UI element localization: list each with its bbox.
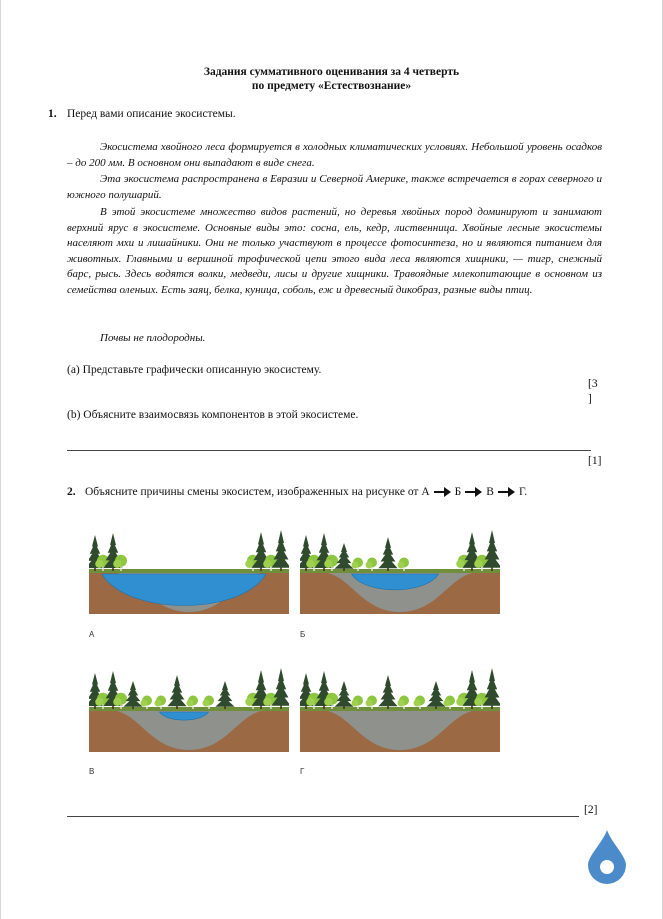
question-2-number: 2.	[67, 486, 76, 498]
arrow-right-icon	[434, 487, 451, 497]
tree-crown	[113, 698, 121, 706]
mark-1a-open: [3	[588, 378, 598, 390]
tree-crown	[398, 700, 405, 707]
ecosystem-panel-a	[89, 510, 289, 614]
tree-crown	[352, 562, 359, 569]
deciduous-tree	[444, 696, 456, 710]
grass-strip	[300, 569, 500, 573]
ecosystem-paragraph-2: Эта экосистема распространена в Евразии и Северной Америке, также встречается в горах северного и южного полушарий.	[67, 173, 602, 201]
pine-layer	[378, 695, 397, 706]
tree-crown	[95, 560, 103, 568]
pine-tree	[482, 668, 500, 709]
ecosystem-scene	[300, 648, 500, 752]
grass-strip	[89, 707, 289, 711]
answer-line-1b[interactable]	[67, 450, 591, 451]
question-2-prompt	[85, 486, 527, 498]
ecosystem-scene	[300, 510, 500, 614]
ecosystem-paragraph-1: Экосистема хвойного леса формируется в холодных климатических условиях. Небольшой уровень осадков – до 200 мм. В основном они выпадают в виде снега.	[67, 141, 602, 169]
pine-tree	[334, 543, 353, 571]
tree-crown	[95, 698, 103, 706]
deciduous-tree	[141, 696, 153, 710]
tree-crown	[155, 700, 162, 707]
question-1-number: 1.	[48, 108, 57, 120]
question-2-text: Объясните причины смены экосистем, изображенных на рисунке от	[85, 486, 419, 498]
page-title: Задания суммативного оценивания за 4 четверть	[203, 66, 460, 78]
pine-tree	[271, 530, 289, 571]
tree-crown	[113, 560, 121, 568]
water-drop-icon	[586, 828, 628, 884]
tree-crown	[366, 700, 373, 707]
mark-2: [2]	[584, 804, 598, 816]
question-1-prompt: Перед вами описание экосистемы.	[67, 108, 236, 120]
deciduous-tree	[352, 696, 364, 710]
pine-tree	[215, 681, 234, 709]
tree-crown	[324, 698, 332, 706]
tree-crown	[444, 700, 451, 707]
sequence-a: А	[421, 486, 430, 498]
grass-strip	[89, 569, 289, 573]
tree-crown	[187, 700, 194, 707]
arrow-right-icon	[498, 487, 515, 497]
pine-tree	[271, 668, 289, 709]
tree-crown	[366, 562, 373, 569]
ecosystem-panel-g	[300, 648, 500, 752]
ecosystem-paragraph-3: В этой экосистеме множество видов растений, но деревья хвойных пород доминируют и занимают верхний ярус в экосистеме. Основные виды это: сосна, ель, кедр, лиственница. Хвойные лесные экосистемы населяют мхи и лишайники. Они не только участвуют в процессе фотосинтеза, но и являются питанием для животных. Главными и вершиной трофической цепи этого вида леса являются хищники, — тигр, снежный барс, рысь. Здесь водятся волки, медведи, лисы и другие хищники. Травоядные млекопитающие в основном из семейства оленьих. Есть заяц, белка, куница, соболь, еж и древесный дикобраз, разные виды птиц.	[67, 206, 602, 296]
tree-crown	[324, 560, 332, 568]
pine-tree	[167, 675, 186, 709]
answer-line-2[interactable]	[67, 816, 579, 817]
tree-crown	[398, 562, 405, 569]
tree-crown	[203, 700, 210, 707]
drop-shape	[588, 830, 626, 884]
pine-layer	[167, 695, 186, 706]
pine-tree	[378, 537, 397, 571]
grass-strip	[300, 707, 500, 711]
pine-layer	[426, 698, 445, 707]
deciduous-tree	[352, 558, 364, 572]
drop-hole	[600, 860, 614, 874]
tree-crown	[263, 560, 271, 568]
deciduous-tree	[203, 696, 215, 710]
tree-crown	[263, 698, 271, 706]
panel-label-v: В	[89, 767, 95, 776]
ecosystem-scene	[89, 510, 289, 614]
panel-label-g: Г	[300, 767, 305, 776]
sequence-b: Б	[454, 486, 462, 498]
arrow-right-icon	[465, 487, 482, 497]
tree-crown	[306, 698, 314, 706]
deciduous-tree	[187, 696, 199, 710]
deciduous-tree	[366, 696, 378, 710]
mark-1b: [1]	[588, 455, 602, 467]
tree-crown	[414, 700, 421, 707]
tree-crown	[474, 560, 482, 568]
pine-tree	[123, 681, 142, 709]
ecosystem-panel-b	[300, 510, 500, 614]
tree-crown	[306, 560, 314, 568]
deciduous-tree	[414, 696, 426, 710]
question-1b: (b) Объясните взаимосвязь компонентов в этой экосистеме.	[67, 409, 359, 421]
pine-tree	[334, 681, 353, 709]
pine-tree	[378, 675, 397, 709]
pine-tree	[482, 530, 500, 571]
deciduous-tree	[155, 696, 167, 710]
tree-crown	[352, 700, 359, 707]
deciduous-tree	[366, 558, 378, 572]
pine-layer	[215, 698, 234, 707]
panel-label-a: А	[89, 630, 95, 639]
panel-label-b: Б	[300, 630, 306, 639]
pine-tree	[426, 681, 445, 709]
deciduous-tree	[398, 696, 410, 710]
question-1a: (a) Представьте графически описанную экосистему.	[67, 364, 322, 376]
tree-crown	[474, 698, 482, 706]
sequence-g: Г.	[518, 486, 528, 498]
tree-crown	[141, 700, 148, 707]
ecosystem-scene	[89, 648, 289, 752]
ecosystem-paragraph-4: Почвы не плодородны.	[100, 332, 206, 344]
mark-1a-close: ]	[588, 393, 592, 405]
pine-layer	[378, 557, 397, 568]
ecosystem-panel-v	[89, 648, 289, 752]
deciduous-tree	[398, 558, 410, 572]
page-subtitle: по предмету «Естествознание»	[251, 80, 412, 92]
sequence-v: В	[486, 486, 494, 498]
